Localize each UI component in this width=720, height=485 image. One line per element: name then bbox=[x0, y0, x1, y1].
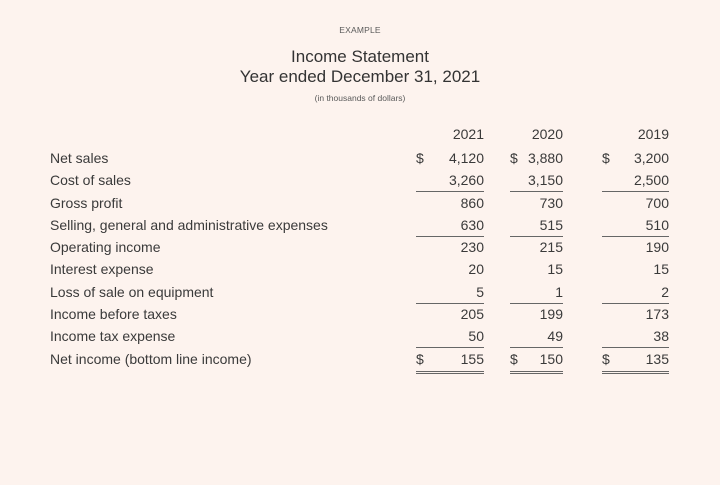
row-gross-profit bbox=[0, 195, 720, 217]
cell-2021: 205 bbox=[460, 306, 484, 323]
cell-2021: 230 bbox=[460, 239, 484, 256]
title-line-2: Year ended December 31, 2021 bbox=[239, 67, 481, 86]
cell-2020: $ 3,880 bbox=[510, 150, 563, 166]
row-label: Income before taxes bbox=[50, 306, 177, 323]
row-label: Cost of sales bbox=[50, 172, 131, 189]
cell-2021: 3,260 bbox=[416, 172, 484, 192]
cell-2019: 700 bbox=[645, 194, 669, 211]
cell-2020: 515 bbox=[510, 217, 563, 237]
cell-2020: 215 bbox=[539, 239, 563, 256]
cell-2020: 3,150 bbox=[510, 172, 563, 192]
cell-2020: 49 bbox=[510, 328, 563, 348]
cell-2020: 199 bbox=[539, 306, 563, 323]
row-sga-expenses bbox=[0, 217, 720, 239]
row-label: Interest expense bbox=[50, 261, 154, 278]
cell-2021: $ 4,120 bbox=[416, 150, 484, 166]
title-line-1: Income Statement bbox=[291, 47, 429, 66]
units-note: (in thousands of dollars) bbox=[314, 93, 406, 103]
row-label: Operating income bbox=[50, 239, 161, 256]
cell-2019: 190 bbox=[645, 239, 669, 256]
currency-symbol: $ bbox=[510, 350, 518, 367]
column-header-2021: 2021 bbox=[452, 126, 484, 142]
row-label: Selling, general and administrative expenses bbox=[50, 216, 328, 233]
row-label: Loss of sale on equipment bbox=[50, 283, 214, 300]
currency-symbol: $ bbox=[510, 150, 518, 166]
row-income-tax-expense bbox=[0, 328, 720, 350]
column-header-2020: 2020 bbox=[531, 126, 563, 142]
row-label: Income tax expense bbox=[50, 328, 176, 345]
cell-2019: 173 bbox=[645, 306, 669, 323]
row-cost-of-sales bbox=[0, 172, 720, 194]
row-net-sales bbox=[0, 150, 720, 172]
cell-2021: 860 bbox=[460, 194, 484, 211]
cell-2019: 38 bbox=[602, 328, 669, 348]
column-header-2019: 2019 bbox=[637, 126, 669, 142]
example-kicker: EXAMPLE bbox=[339, 25, 381, 35]
cell-2021: 630 bbox=[416, 217, 484, 237]
row-loss-on-equipment bbox=[0, 284, 720, 306]
column-headers bbox=[0, 126, 720, 144]
statement-rows bbox=[0, 150, 720, 373]
row-label: Net income (bottom line income) bbox=[50, 350, 252, 367]
currency-symbol: $ bbox=[416, 350, 424, 367]
currency-symbol: $ bbox=[602, 350, 610, 367]
cell-2021: 50 bbox=[416, 328, 484, 348]
cell-2019: 2,500 bbox=[602, 172, 669, 192]
row-income-before-taxes bbox=[0, 306, 720, 328]
cell-2020: 15 bbox=[547, 261, 563, 278]
cell-2020: $ 150 bbox=[510, 351, 563, 374]
cell-2020: 730 bbox=[539, 194, 563, 211]
cell-2019: 510 bbox=[602, 217, 669, 237]
cell-2020: 1 bbox=[510, 284, 563, 304]
cell-2019: 2 bbox=[602, 284, 669, 304]
row-operating-income bbox=[0, 239, 720, 261]
statement-title bbox=[0, 47, 720, 87]
cell-2021: 20 bbox=[468, 261, 484, 278]
cell-2021: $ 155 bbox=[416, 351, 484, 374]
cell-2019: $ 135 bbox=[602, 351, 669, 374]
row-net-income bbox=[0, 351, 720, 373]
cell-2021: 5 bbox=[416, 284, 484, 304]
row-label: Net sales bbox=[50, 150, 109, 166]
cell-2019: 15 bbox=[653, 261, 669, 278]
row-interest-expense bbox=[0, 261, 720, 283]
currency-symbol: $ bbox=[416, 150, 424, 166]
currency-symbol: $ bbox=[602, 150, 610, 166]
cell-2019: $ 3,200 bbox=[602, 150, 669, 166]
row-label: Gross profit bbox=[50, 194, 123, 211]
